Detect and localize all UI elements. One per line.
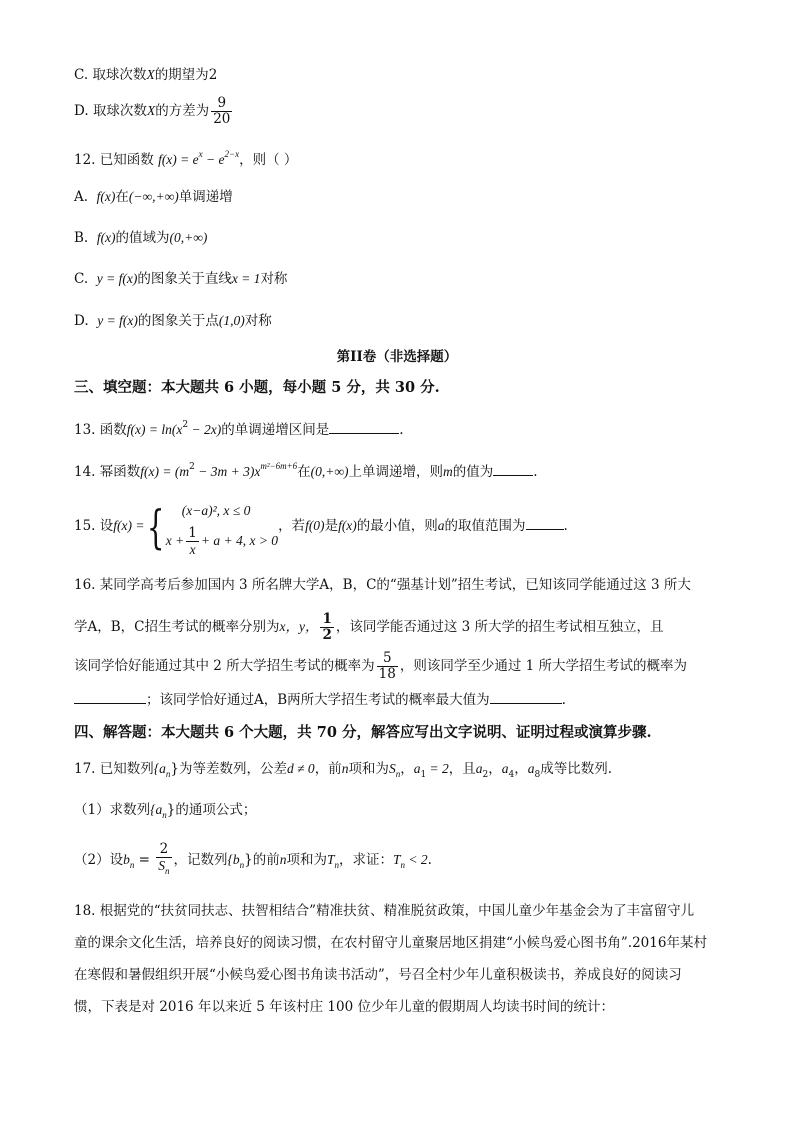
math-expr: (0,+∞) (310, 464, 349, 479)
math-expr: (0,+∞) (169, 230, 208, 245)
fraction: $\frac{5}{18}$ (378, 650, 396, 682)
math-sup: 2 (182, 420, 189, 430)
math-expr: f(x) (96, 189, 116, 204)
math-value: 2 (208, 67, 218, 83)
q12-option-c (74, 268, 287, 290)
question-number: 13. (74, 422, 96, 438)
section-title: 四、解答题：本大题共 6 个大题，共 70 分，解答应写出文字说明、证明过程或演算步骤. (74, 724, 652, 741)
math-var: a (501, 761, 509, 776)
math-sub: n (162, 810, 167, 820)
case-2 (166, 526, 278, 557)
math-expr: y = f(x) (96, 271, 138, 286)
period: . (561, 692, 566, 708)
math-var: a (437, 518, 445, 533)
option-text: 单调递增 (178, 189, 233, 205)
math-var: X (146, 103, 156, 118)
q12-option-a (74, 186, 233, 208)
q17-part-1 (74, 799, 256, 826)
period: . (563, 518, 568, 534)
question-text: 的通项公式； (175, 802, 257, 818)
question-text: ，前 (314, 761, 342, 777)
option-label: C. (74, 271, 89, 287)
math-sub: n (395, 769, 401, 779)
math-expr: f(x) = (113, 518, 145, 533)
question-text: 是 (324, 518, 339, 534)
period: . (533, 464, 538, 480)
q15 (74, 496, 568, 557)
question-text: ， (400, 761, 414, 777)
option-text: 的图象关于点 (137, 313, 219, 329)
q18-line-3: 在寒假和暑假组织开展“小候鸟爱心图书角读书活动”，号召全村少年儿童积极读书，养成良好的阅读习 (74, 967, 682, 983)
math-expr: } (166, 802, 176, 818)
math-expr: f(x) = ln(x (126, 422, 183, 437)
q11-option-c (74, 64, 217, 86)
math-var: a (413, 761, 421, 776)
question-text: 的值为 (452, 464, 494, 480)
option-label: D. (74, 313, 89, 329)
option-label: C. (74, 67, 89, 83)
question-text: 设 (99, 518, 114, 534)
question-text: 该同学恰好能通过其中 2 所大学招生考试的概率为 (74, 658, 375, 674)
question-text: 的取值范围为 (444, 518, 526, 534)
q12-option-d (74, 310, 272, 332)
math-expr: d ≠ 0 (287, 761, 315, 776)
option-text: 在 (115, 189, 129, 205)
question-text: 17. 已知数列 (74, 761, 154, 777)
question-text: （1）求数列 (74, 802, 151, 818)
q18-line-2: 童的课余文化生活，培养良好的阅读习惯，在农村留守儿童聚居地区捐建“小候鸟爱心图书角”.2016年某村 (74, 935, 707, 951)
math-expr: {a (153, 761, 166, 776)
math-expr: f(x) = (m (140, 464, 190, 479)
question-text: ；该同学恰好通过A，B两所大学招生考试的概率最大值为 (146, 692, 490, 708)
fraction: $\frac{9}{20}$ (213, 95, 231, 127)
math-sub: n (239, 860, 245, 870)
q13 (74, 414, 404, 441)
math-expr: f(x) (338, 518, 357, 533)
question-text: 项和为 (348, 761, 389, 777)
math-expr: (−∞,+∞) (128, 189, 179, 204)
piecewise-cases (166, 496, 278, 557)
math-expr: y = f(x) (97, 313, 138, 328)
math-var: n (341, 761, 349, 776)
option-text: 取球次数 (92, 103, 147, 119)
fraction: $\frac{2}{S_n}$ (158, 841, 170, 876)
question-text: ，求证： (339, 852, 394, 868)
question-text: 12. 已知函数 (74, 152, 154, 168)
math-sub: n (400, 860, 406, 870)
question-text: 的前 (252, 852, 280, 868)
q17-part-2: （2）设$b_n$ = $\frac{2}{S_n}$ ，记数列$\{b_n\}$的前n项和为$T_n$，求证：$T_n < 2$. (74, 842, 432, 882)
question-text: ，记数列 (173, 852, 228, 868)
answer-blank[interactable] (329, 419, 399, 434)
option-text: 的值域为 (115, 230, 170, 246)
math-expr: x + (165, 533, 185, 548)
question-text: ，若 (278, 518, 306, 534)
question-text: ，且 (448, 761, 476, 777)
part-title: 第II卷（非选择题） (336, 349, 458, 365)
math-expr: − 2x) (188, 422, 222, 437)
question-text: 的最小值，则 (356, 518, 438, 534)
math-var: b (123, 852, 130, 867)
math-expr: f(x) (96, 230, 116, 245)
answer-blank[interactable] (74, 689, 146, 704)
q12-option-b (74, 227, 207, 249)
case-1: (x−a)², x ≤ 0 (181, 503, 251, 518)
math-expr: {a (150, 802, 163, 817)
math-var: S (388, 761, 396, 776)
math-expr: f(0) (305, 518, 325, 533)
math-var: X (146, 67, 155, 82)
question-text: 项和为 (286, 852, 327, 868)
answer-blank[interactable] (493, 461, 533, 476)
question-text: 在 (297, 464, 311, 480)
math-sup: x (198, 149, 203, 159)
math-expr: (1,0) (218, 313, 245, 328)
option-text: 对称 (244, 313, 272, 329)
option-text: 的图象关于直线 (137, 271, 232, 287)
section-title: 三、填空题：本大题共 6 小题，每小题 5 分，共 30 分. (74, 379, 440, 396)
option-label: D. (74, 103, 89, 119)
option-label: A. (74, 189, 89, 205)
q14 (74, 455, 538, 483)
math-expr: − e (202, 152, 225, 167)
math-expr: + a + 4, x > 0 (200, 533, 279, 548)
q16-line-4 (74, 689, 566, 711)
q17-stem: 17. 已知数列$\{a_n\}$为等差数列，公差d ≠ 0，前n项和为$S_n$，$a_1 = 2$，且$a_2$，$a_4$，$a_8$成等比数列. (74, 761, 613, 780)
period: . (427, 852, 432, 868)
question-text: （2）设 (74, 852, 124, 868)
question-text: ，该同学能否通过这 3 所大学的招生考试相互独立，且 (335, 619, 664, 635)
q18-line-1: 18. 根据党的“扶贫同扶志、扶智相结合”精准扶贫、精准脱贫政策，中国儿童少年基金会为了丰富留守儿 (74, 903, 695, 919)
math-var: T (393, 852, 401, 867)
math-expr: x = 1 (231, 271, 261, 286)
math-var: m (443, 464, 453, 479)
option-label: B. (74, 230, 89, 246)
q18-line-4: 惯，下表是对 2016 年以来近 5 年该村庄 100 位少年儿童的假期周人均读书时间的统计： (74, 999, 614, 1015)
math-sup: m²−6m+6 (260, 461, 298, 471)
math-sup: 2−x (224, 149, 240, 159)
question-text: ，则该同学至少通过 1 所大学招生考试的概率为 (399, 658, 688, 674)
question-text: 幂函数 (99, 464, 141, 480)
math-sub: n (334, 860, 340, 870)
question-text: 上单调递增，则 (348, 464, 444, 480)
q16-line-3 (74, 651, 687, 682)
option-text: 的方差为 (155, 103, 210, 119)
q11-option-d (74, 96, 234, 127)
question-text: 函数 (99, 422, 127, 438)
period: . (399, 422, 404, 438)
math-expr: f(x) = e (158, 152, 199, 167)
math-expr: = 2 (426, 761, 449, 776)
answer-blank[interactable] (490, 689, 562, 704)
math-var: b (232, 852, 240, 867)
math-var: a (475, 761, 483, 776)
option-text: 对称 (260, 271, 288, 287)
q16-line-1: 16. 某同学高考后参加国内 3 所名牌大学A，B，C的“强基计划”招生考试，已知该同学能通过这 3 所大 (74, 577, 691, 593)
question-text: 的单调递增区间是 (221, 422, 330, 438)
q12-stem (74, 143, 297, 171)
question-text: 为等差数列，公差 (179, 761, 288, 777)
question-text: 成等比数列. (540, 761, 613, 777)
math-sup: 2 (189, 462, 195, 472)
question-text: 学A，B，C招生考试的概率分别为 (74, 619, 280, 635)
math-expr: − 3m + 3)x (194, 464, 261, 479)
fraction: $\frac{1}{2}$ (322, 611, 332, 643)
math-sub: n (129, 860, 135, 870)
math-vars: x，y， (279, 619, 319, 634)
math-expr: } (170, 761, 180, 777)
q16-line-2 (74, 612, 664, 643)
option-text: 取球次数 (92, 67, 147, 83)
math-expr: < 2 (405, 852, 428, 867)
math-var: T (327, 852, 335, 867)
option-text: 的期望为 (154, 67, 209, 83)
answer-blank[interactable] (526, 515, 564, 530)
fraction: $\frac{1}{x}$ (188, 525, 197, 557)
math-var: n (279, 852, 287, 867)
brace-icon: { (146, 499, 164, 554)
math-var: a (527, 761, 535, 776)
question-number: 14. (74, 464, 96, 480)
math-sub: n (165, 769, 171, 779)
question-text: ，则（ ） (239, 152, 298, 168)
question-number: 15. (74, 518, 96, 534)
